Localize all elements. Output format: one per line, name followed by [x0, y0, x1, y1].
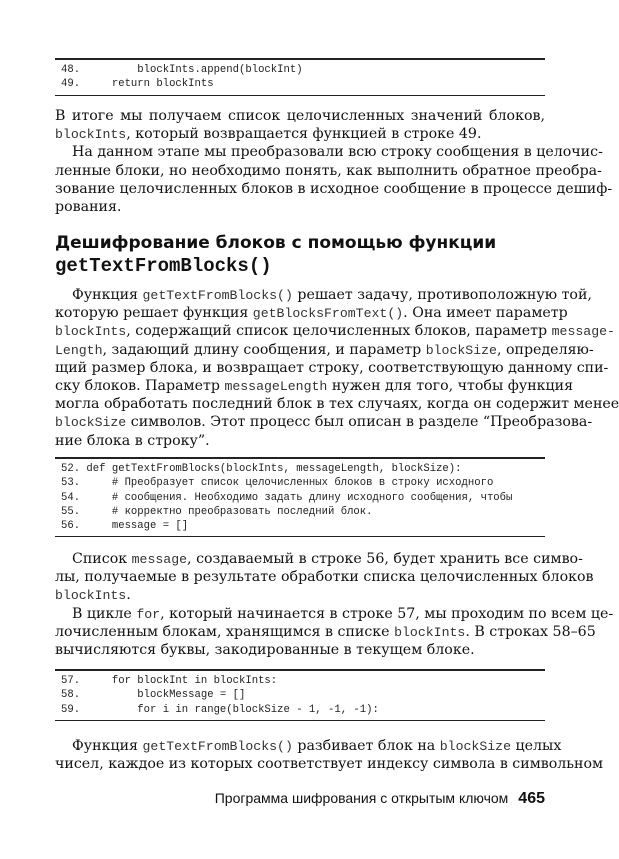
text-run: , содержащий список целочисленных блоков, параметр — [126, 323, 552, 340]
code-line: 54. # сообщения. Необходимо задать длину исходного сообщения, чтобы — [61, 491, 513, 504]
text-run: , определяю- — [496, 341, 594, 358]
text-line — [55, 180, 613, 198]
inline-code: getBlocksFromText() — [252, 306, 404, 322]
text-run: . В строках 58–65 — [465, 623, 596, 640]
text-line — [55, 605, 614, 623]
paragraph-block-4 — [55, 737, 604, 773]
text-run: зование целочисленных блоков в исходное сообщение в процессе дешиф- — [55, 180, 613, 197]
text-line — [55, 737, 562, 755]
text-run: , который начинается в строке 57, мы проходим по всем це- — [160, 605, 614, 622]
code-line: 57. for blockInt in blockInts: — [61, 675, 278, 687]
text-run: , задающий длину сообщения, и параметр — [102, 341, 426, 358]
text-run: На данном этапе мы преобразовали всю строку сообщения в целочис- — [72, 144, 603, 161]
text-line — [55, 286, 592, 304]
text-line — [55, 341, 594, 359]
text-run: В цикле — [72, 605, 137, 622]
text-run: нужен для того, чтобы функция — [327, 377, 574, 394]
text-line — [55, 377, 574, 395]
text-run: . — [126, 587, 131, 604]
text-run: которую решает функция — [55, 305, 253, 322]
text-run: могла обработать последний блок в тех случаях, когда он содержит менее — [55, 396, 619, 413]
inline-code: getTextFromBlocks() — [142, 288, 293, 303]
page-footer — [215, 790, 545, 808]
text-line — [55, 755, 604, 773]
inline-code: blockInts — [55, 324, 127, 340]
text-line — [55, 586, 545, 604]
inline-code: message — [131, 552, 188, 567]
text-run: чисел, каждое из которых соответствует индексу символа в символьном — [55, 756, 604, 773]
inline-code: Length — [55, 342, 103, 358]
inline-code: blockSize — [425, 342, 497, 358]
code-listing-2 — [55, 457, 545, 537]
text-line — [55, 359, 609, 377]
text-run: целых — [511, 738, 562, 754]
inline-code: blockInts — [394, 624, 466, 640]
inline-code: blockSize — [55, 415, 127, 431]
page-number: 465 — [518, 790, 545, 807]
text-run: рования. — [55, 198, 122, 215]
text-line — [55, 125, 545, 143]
text-run: ние блока в строку”. — [55, 432, 210, 449]
text-run: Функция — [72, 738, 143, 754]
text-line — [55, 143, 603, 161]
running-title: Программа шифрования с открытым ключом — [214, 790, 509, 806]
text-line — [55, 198, 545, 216]
text-run: . Она имеет параметр — [403, 305, 568, 322]
code-line: 55. # корректно преобразовать последний блок. — [61, 505, 373, 518]
inline-code: getTextFromBlocks() — [142, 739, 293, 754]
inline-code: blockInts — [55, 588, 127, 604]
heading-code: getTextFromBlocks() — [55, 255, 272, 277]
code-line: 58. blockMessage = [] — [61, 689, 246, 702]
code-line: 52. def getTextFromBlocks(blockInts, messageLength, blockSize): — [61, 463, 462, 475]
code-listing-3 — [55, 669, 545, 721]
code-line: 59. for i in range(blockSize - 1, -1, -1): — [61, 703, 379, 716]
text-line — [55, 413, 593, 431]
text-run: Функция — [72, 287, 143, 303]
paragraph-block-1 — [55, 107, 613, 216]
code-listing-1 — [55, 58, 545, 96]
text-run: Список — [72, 551, 132, 567]
text-run: символов. Этот процесс был описан в разделе “Преобразова- — [126, 414, 593, 431]
text-run: лочисленным блокам, хранящимся в списке — [55, 623, 395, 640]
paragraph-block-3 — [55, 550, 614, 659]
code-line: 49. return blockInts — [61, 78, 214, 91]
text-run: ленные блоки, но необходимо понять, как выполнить обратное преобра- — [55, 162, 602, 179]
text-run: лы, получаемые в результате обработки списка целочисленных блоков — [55, 569, 594, 586]
text-run: , который возвращается функцией в строке 49. — [126, 126, 482, 143]
text-run: щий размер блока, и возвращает строку, соответствующую данному спи- — [55, 359, 609, 376]
inline-code: message- — [551, 324, 615, 340]
text-line — [55, 568, 594, 586]
text-line — [55, 432, 545, 450]
text-run: решает задачу, противоположную той, — [292, 287, 592, 303]
text-run: В итоге мы получаем список целочисленных значений блоков, — [55, 108, 545, 124]
text-run: вычисляются буквы, закодированные в текущем блоке. — [55, 641, 475, 658]
inline-code: blockInts — [55, 127, 127, 143]
text-run: ску блоков. Параметр — [55, 377, 225, 394]
inline-code: for — [136, 606, 161, 622]
text-line — [55, 623, 596, 641]
text-line — [55, 162, 602, 180]
section-heading — [55, 232, 496, 278]
text-run: , создаваемый в строке 56, будет хранить все симво- — [187, 551, 583, 567]
text-line — [55, 304, 568, 322]
text-line — [55, 322, 615, 340]
text-line — [55, 641, 545, 659]
heading-text: Дешифрование блоков с помощью функции — [55, 233, 497, 253]
text-line — [55, 550, 583, 568]
code-line: 56. message = [] — [61, 520, 189, 533]
code-line: 53. # Преобразует список целочисленных блоков в строку исходного — [61, 477, 494, 490]
paragraph-block-2 — [55, 286, 619, 450]
inline-code: messageLength — [224, 378, 328, 394]
code-line: 48. blockInts.append(blockInt) — [61, 64, 303, 76]
text-run: разбивает блок на — [292, 738, 440, 754]
inline-code: blockSize — [439, 739, 511, 754]
text-line — [55, 395, 619, 413]
text-line — [55, 107, 545, 125]
